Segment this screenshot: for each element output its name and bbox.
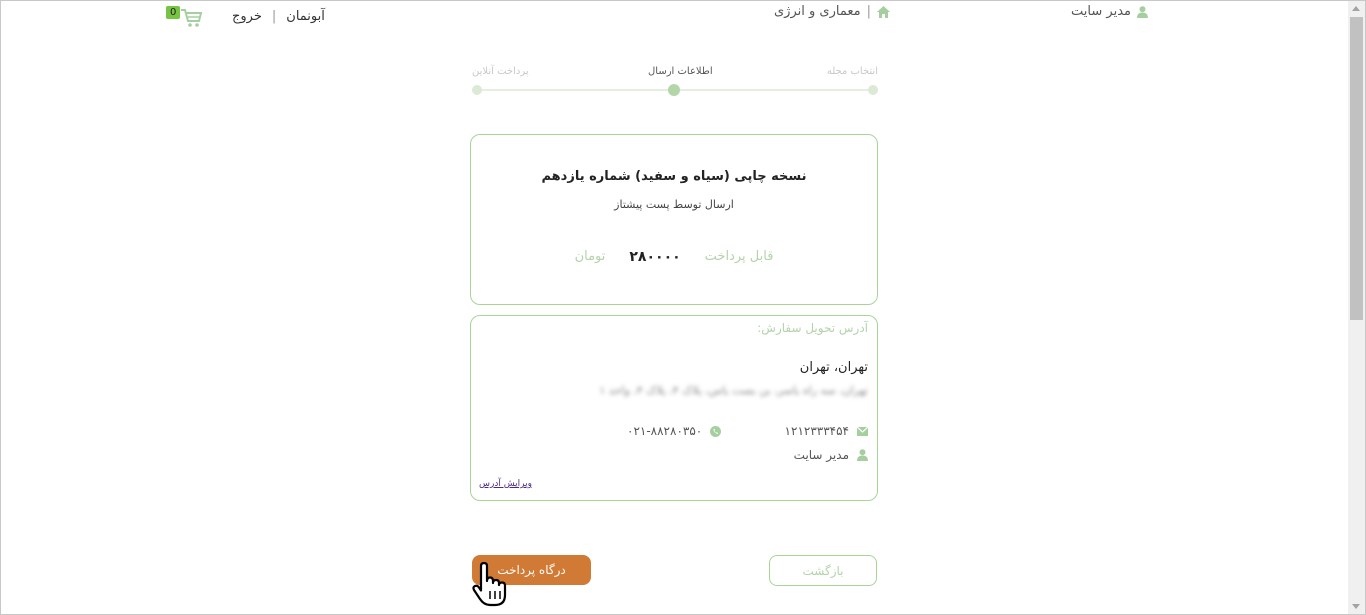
product-card xyxy=(470,134,878,305)
address-city: تهران، تهران xyxy=(799,360,868,375)
breadcrumb xyxy=(774,4,890,19)
vertical-scrollbar[interactable] xyxy=(1348,1,1365,614)
address-card xyxy=(470,315,878,501)
address-mobile xyxy=(785,424,868,438)
step-label-shipping: اطلاعات ارسال xyxy=(648,66,713,77)
hand-pointer-cursor-icon xyxy=(471,562,511,608)
user-menu[interactable] xyxy=(1071,4,1148,19)
cart-icon xyxy=(164,4,204,28)
mobile-number: ۱۲۱۲۳۳۳۴۵۴ xyxy=(784,424,849,438)
breadcrumb-separator: | xyxy=(866,4,871,19)
step-label-payment: پرداخت آنلاین xyxy=(472,66,529,77)
checkout-steps xyxy=(472,62,878,102)
price-value: ۲۸۰۰۰۰ xyxy=(629,249,681,265)
payment-gateway-button[interactable]: درگاه پرداخت xyxy=(472,555,591,585)
cart-button[interactable] xyxy=(164,4,204,28)
shipping-method: ارسال توسط پست پیشتاز xyxy=(614,198,734,211)
cart-count-badge: 0 xyxy=(166,6,180,19)
phone-number: ۰۲۱-۸۸۲۸۰۳۵۰ xyxy=(627,424,703,438)
account-links xyxy=(164,4,325,28)
step-label-select: انتخاب مجله xyxy=(826,66,878,77)
user-icon xyxy=(857,449,868,461)
recipient-name: مدیر سایت xyxy=(793,448,849,462)
edit-address-link[interactable]: ویرایش آدرس xyxy=(479,479,532,489)
step-dot-shipping xyxy=(668,84,680,96)
user-name[interactable]: مدیر سایت xyxy=(1071,4,1131,19)
price-row xyxy=(471,249,877,265)
phone-icon xyxy=(710,426,721,437)
currency-label: تومان xyxy=(574,249,606,264)
scroll-up-arrow-icon[interactable] xyxy=(1352,6,1360,11)
account-separator: | xyxy=(271,8,277,24)
payable-label: قابل پرداخت xyxy=(704,249,774,264)
address-phone xyxy=(627,424,721,438)
user-icon xyxy=(1137,6,1148,18)
envelope-icon xyxy=(857,427,868,436)
breadcrumb-current[interactable]: معماری و انرژی xyxy=(774,4,861,19)
product-title: نسخه چاپی (سیاه و سفید) شماره یازدهم xyxy=(541,169,807,184)
home-icon[interactable] xyxy=(877,6,890,18)
scroll-down-arrow-icon[interactable] xyxy=(1352,604,1360,609)
step-dot-select xyxy=(868,85,878,95)
subscription-link[interactable]: آبونمان xyxy=(286,8,325,24)
step-dot-payment xyxy=(472,85,482,95)
logout-link[interactable]: خروج xyxy=(232,8,262,24)
address-recipient xyxy=(794,448,868,462)
address-street: تهران، سه راه یاسر، بن بست یاس، پلاک ۴، پلاک ۴، واحد ۱ xyxy=(599,384,868,397)
scroll-thumb[interactable] xyxy=(1350,17,1363,320)
address-title: آدرس تحویل سفارش: xyxy=(757,321,868,335)
back-button[interactable]: بازگشت xyxy=(769,555,877,586)
